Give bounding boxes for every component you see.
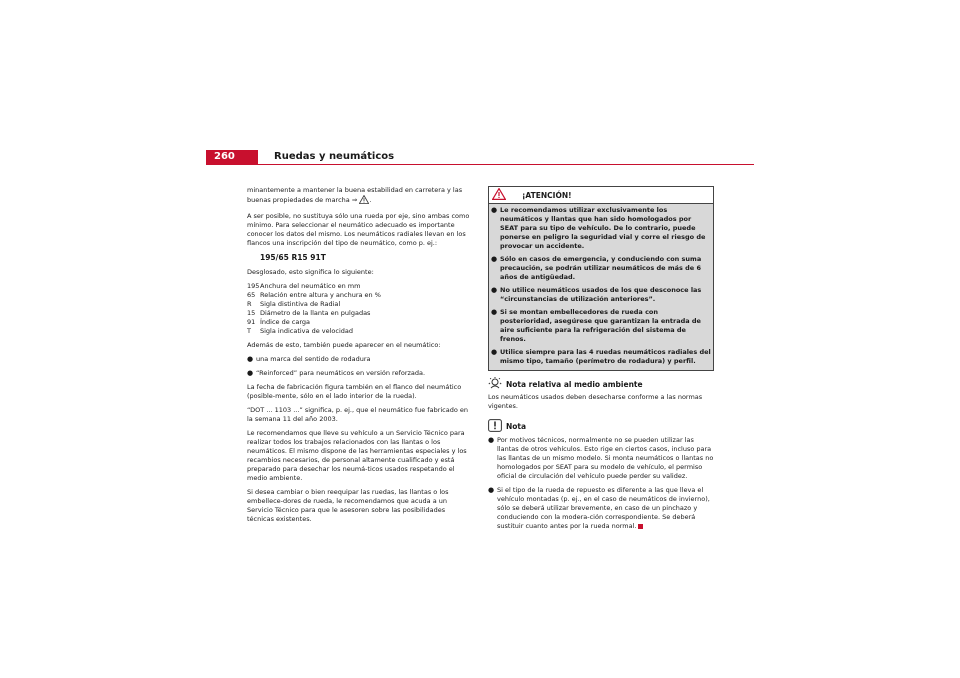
warning-triangle-icon [489, 188, 522, 202]
bullet-icon: ● [491, 255, 498, 263]
left-column [247, 186, 473, 529]
warning-header [489, 187, 713, 204]
list-item-text: No utilice neumáticos usados de los que desconoce las “circunstancias de utilización anteriores”. [500, 286, 702, 303]
list-item-text: Por motivos técnicos, normalmente no se pueden utilizar las llantas de otros vehículos. Esto rige en ciertos casos, incluso para las llantas de un mismo modelo. Si monta neumáticos o llantas no homologados por SEAT para su modelo de vehículo, el permiso oficial de circulación del vehículo puede perder su validez. [497, 436, 714, 480]
table-value: Sigla distintiva de Radial [260, 300, 341, 308]
bullet-icon: ● [488, 436, 495, 444]
list-item [247, 369, 473, 378]
list-item [488, 486, 714, 531]
table-value: Relación entre altura y anchura en % [260, 291, 381, 299]
bullet-icon: ● [491, 348, 498, 356]
paragraph: Si desea cambiar o bien reequipar las ruedas, las llantas o los embellece-dores de rueda, le recomendamos que acuda a un Servicio Técnico para que le asesoren sobre las posibilidades técnicas existentes. [247, 488, 449, 523]
paragraph: La fecha de fabricación figura también en el flanco del neumático (posible-mente, sólo en el lado interior de la rueda). [247, 383, 462, 400]
bullet-icon: ● [491, 286, 498, 294]
header-rule [206, 164, 754, 165]
note-header [488, 419, 714, 434]
bullet-icon: ● [247, 369, 254, 377]
paragraph: Desglosado, esto significa lo siguiente: [247, 268, 374, 276]
warning-box [488, 186, 714, 371]
note-icon [488, 419, 506, 434]
table-row [247, 309, 473, 318]
paragraph-text: minantemente a mantener la buena estabilidad en carretera y las buenas propiedades de marcha ⇒ [247, 186, 463, 204]
tire-code: 195/65 R15 91T [260, 253, 326, 262]
warning-triangle-icon [359, 195, 369, 207]
paragraph: Además de esto, también puede aparecer en el neumático: [247, 341, 441, 349]
section-title: Ruedas y neumáticos [274, 151, 395, 162]
table-key: 15 [247, 309, 256, 317]
right-column [488, 186, 714, 536]
list-item-text: una marca del sentido de rodadura [256, 355, 371, 363]
warning-body [489, 204, 713, 366]
end-marker-icon [638, 524, 643, 529]
bullet-icon: ● [491, 308, 498, 316]
table-value: Sigla indicativa de velocidad [260, 327, 354, 335]
table-key: T [247, 327, 251, 335]
paragraph: Los neumáticos usados deben desecharse conforme a las normas vigentes. [488, 393, 703, 410]
table-value: Diámetro de la llanta en pulgadas [260, 309, 371, 317]
note-title: Nota [506, 422, 527, 431]
list-item [247, 355, 473, 364]
page-number: 260 [206, 150, 258, 164]
table-row [247, 282, 473, 291]
table-row [247, 300, 473, 309]
environment-note-title: Nota relativa al medio ambiente [506, 379, 643, 389]
bullet-icon: ● [488, 486, 495, 494]
table-key: 91 [247, 318, 256, 326]
list-item-text: “Reinforced” para neumáticos en versión reforzada. [256, 369, 426, 377]
bullet-icon: ● [247, 355, 254, 363]
table-key: R [247, 300, 252, 308]
table-row [247, 291, 473, 300]
tire-code-table [247, 282, 473, 336]
table-value: Índice de carga [260, 318, 311, 326]
list-item [491, 206, 711, 251]
paragraph: minantemente a mantener la buena estabilidad en carretera y las buenas propiedades de marcha ⇒ . [247, 186, 473, 207]
list-item [491, 348, 711, 366]
bullet-icon: ● [491, 206, 498, 214]
paragraph: Le recomendamos que lleve su vehículo a un Servicio Técnico para realizar todos los trabajos relacionados con las llantas o los neumáticos. El mismo dispone de las herramientas especiales y los recambios necesarios, de personal altamente cualificado y está preparado para desechar los neumá-ticos usados respetando el medio ambiente. [247, 429, 467, 482]
list-item-text: Si se montan embellecedores de rueda con posterioridad, asegúrese que garantizan la entrada de aire suficiente para la refrigeración del sistema de frenos. [500, 308, 701, 343]
paragraph: A ser posible, no sustituya sólo una rueda por eje, sino ambas como mínimo. Para seleccionar el neumático adecuado es importante conocer los datos del mismo. Los neumáticos radiales llevan en los flancos una inscripción del tipo de neumático, como p. ej.: [247, 212, 470, 247]
list-item-text: Sólo en casos de emergencia, y conduciendo con suma precaución, se podrán utilizar neumáticos de más de 6 años de antigüedad. [500, 255, 702, 281]
list-item-text: Si el tipo de la rueda de repuesto es diferente a las que lleva el vehículo montadas (p. ej., en el caso de neumáticos de invierno), sólo se deberá utilizar brevemente, en caso de un pinchazo y conduciendo con la modera-ción correspondiente. Se deberá sustituir cuanto antes por la rueda normal. [497, 486, 710, 530]
table-key: 195 [247, 282, 260, 290]
table-value: Anchura del neumático en mm [260, 282, 361, 290]
warning-title: ¡ATENCIÓN! [522, 190, 572, 200]
table-row [247, 318, 473, 327]
list-item [491, 286, 711, 304]
table-row [247, 327, 473, 336]
list-item [488, 436, 714, 481]
list-item-text: Utilice siempre para las 4 ruedas neumáticos radiales del mismo tipo, tamaño (perímetro de rodadura) y perfil. [500, 348, 711, 365]
list-item [491, 308, 711, 344]
table-key: 65 [247, 291, 256, 299]
list-item-text: Le recomendamos utilizar exclusivamente los neumáticos y llantas que han sido homologados por SEAT para su tipo de vehículo. De lo contrario, puede ponerse en peligro la seguridad vial y corre el riesgo de provocar un accidente. [500, 206, 706, 250]
environment-note-header [488, 377, 714, 391]
list-item [491, 255, 711, 282]
paragraph: “DOT ... 1103 ...” significa, p. ej., que el neumático fue fabricado en la semana 11 del año 2003. [247, 406, 469, 423]
environment-icon [488, 377, 506, 391]
